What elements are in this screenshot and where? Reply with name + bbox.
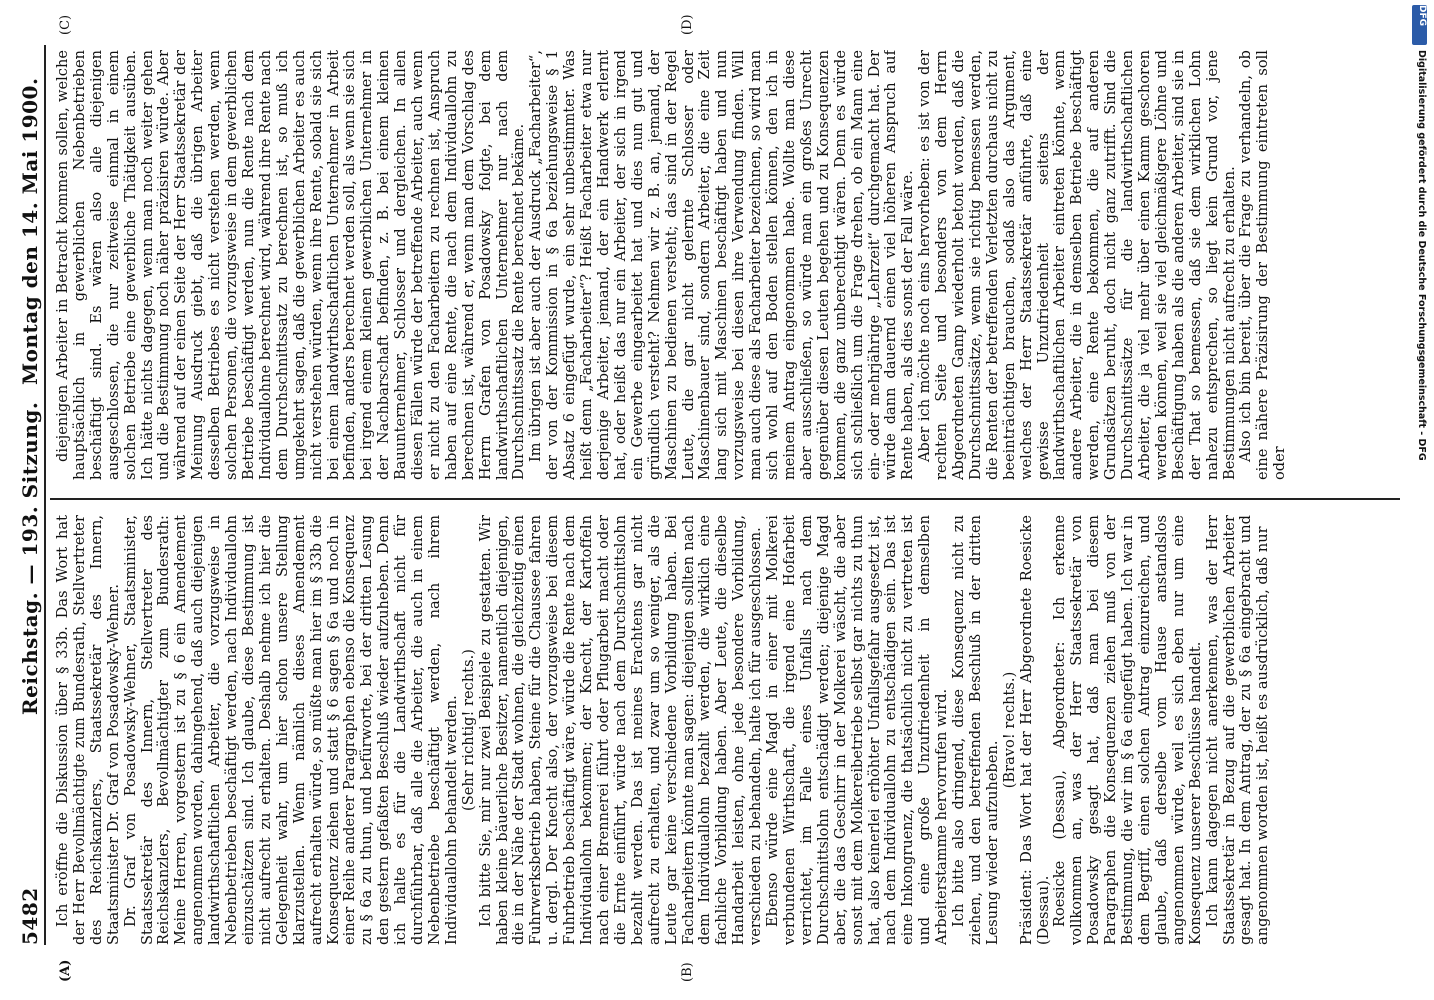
paragraph: Aber ich möchte noch eins hervorheben: es ist von der rechten Seite und besonders von dem Herrn Abgeordneten Gamp wiederholt betont worden, daß die Durchschnittssätze, wenn sie richtig bemessen werden, die Renten der betreffenden Verletzten durchaus nicht zu beeinträchtigen brauchen, sodaß also das Argument, welches der Herr Staatssekretär anführte, daß eine gewisse Unzufriedenheit seitens der landwirthschaftlichen Arbeiter eintreten könnte, wenn andere Arbeiter, die in demselben Betriebe beschäftigt werden, eine Rente bekommen, die auf anderen Grundsätzen beruht, doch nicht ganz zutrifft. Sind die Durchschnittssätze für die landwirthschaftlichen Arbeiter, die ja viel mehr über einen Kamm geschoren werden können, weil sie viel gleichmäßigere Löhne und Beschäftigung haben als die anderen Arbeiter, sind sie in der That so bemessen, daß sie dem wirklichen Lohn nahezu entsprechen, so liegt kein Grund vor, jene Bestimmungen nicht aufrecht zu erhalten.: [917, 50, 1238, 480]
paragraph: Roesicke (Dessau), Abgeordneter: Ich erkenne vollkommen an, was der Herr Staatssekretär von Posadowsky gesagt hat, daß man bei diesem Paragraphen die Konsequenzen ziehen muß von der Bestimmung, die wir im § 6a eingefügt haben. Ich war in dem Begriff, einen solchen Antrag einzureichen, und glaube, daß derselbe vom Hause anstandslos angenommen würde, weil es sich eben nur um eine Konsequenz unserer Beschlüsse handelt.: [1052, 515, 1204, 945]
margin-mark-c: (C): [58, 14, 73, 35]
paragraph: Präsident: Das Wort hat der Herr Abgeordnete Roesicke (Dessau).: [1018, 515, 1052, 945]
right-column: [55, 50, 1395, 480]
session-title: Reichstag. — 193. Sitzung.: [18, 401, 42, 715]
left-column: [55, 515, 1395, 945]
paragraph: Ich eröffne die Diskussion über § 33b. Das Wort hat der Herr Bevollmächtigte zum Bundesrath, Stellvertreter des Reichskanzlers, Staatssekretär des Innern, Staatsminister Dr. Graf von Posadowsky-Wehner.: [55, 515, 122, 945]
column-divider: [50, 498, 1400, 500]
margin-mark-a: (A): [58, 959, 73, 982]
paragraph: Dr. Graf von Posadowsky-Wehner, Staatsminister, Staatssekretär des Innern, Stellvertreter des Reichskanzlers, Bevollmächtigter zum Bundesrath: Meine Herren, vorgestern ist zu § 6 ein Amendement angenommen worden, dahingehend, daß auch diejenigen landwirthschaftlichen Arbeiter, die vorzugsweise in Nebenbetrieben beschäftigt werden, nach Individuallohn einzuschätzen sind. Ich glaube, diese Bestimmung ist nicht aufrecht zu erhalten. Deshalb nehme ich hier die Gelegenheit wahr, um hier schon unsere Stellung klarzustellen. Wenn nämlich dieses Amendement aufrecht erhalten würde, so müßte man hier im § 33b die Konsequenz ziehen und statt § 6 sagen § 6a und noch in einer Reihe anderer Paragraphen ebenso die Konsequenz zu § 6a zu thun, und befürworte, bei der dritten Lesung den gestern gefaßten Beschluß wieder aufzuheben. Denn ich halte es für die Landwirthschaft nicht für durchführbar, daß alle die Arbeiter, die auch in einem Nebenbetriebe beschäftigt werden, nach ihrem Individuallohn behandelt werden.: [122, 515, 460, 945]
header-rule: [44, 45, 46, 945]
paragraph: Ich bitte also dringend, diese Konsequenz nicht zu ziehen, und den betreffenden Beschluß in der dritten Lesung wieder aufzuheben.: [951, 515, 1001, 945]
digitization-sidebar: [1405, 0, 1434, 1000]
margin-mark-d: (D): [680, 14, 695, 35]
paragraph: diejenigen Arbeiter in Betracht kommen sollen, welche hauptsächlich in gewerblichen Nebenbetrieben beschäftigt sind. Es wären also alle diejenigen ausgeschlossen, die nur zeitweise einmal in einem solchen Betriebe eine gewerbliche Thätigkeit ausüben. Ich hätte nichts dagegen, wenn man noch weiter gehen und die Bestimmung noch näher präzisiren würde. Aber während auf der einen Seite der Herr Staatssekretär der Meinung Ausdruck giebt, daß die übrigen Arbeiter desselben Betriebes es nicht verstehen werden, wenn solchen Personen, die vorzugsweise in dem gewerblichen Betriebe beschäftigt werden, nun die Rente nach dem Individuallohne berechnet wird, während ihre Rente nach dem Durchschnittssatz zu berechnen ist, so muß ich umgekehrt sagen, daß die gewerblichen Arbeiter es auch nicht verstehen würden, wenn ihre Rente, sobald sie sich bei einem landwirthschaftlichen Unternehmer in Arbeit befinden, anders berechnet werden soll, als wenn sie sich bei irgend einem kleinen gewerblichen Unternehmer in der Nachbarschaft befinden, z. B. bei einem kleinen Bauunternehmer, Schlosser und dergleichen. In allen diesen Fällen würde der betreffende Arbeiter, auch wenn er nicht zu den Facharbeitern zu rechnen ist, Anspruch haben auf eine Rente, die nach dem Individuallohn zu berechnen ist, während er, wenn man dem Vorschlag des Herrn Grafen von Posadowsky folgte, bei dem landwirthschaftlichen Unternehmer nur nach dem Durchschnittssatz die Rente berechnet bekäme.: [55, 50, 528, 480]
digitization-credit: Digitalisierung gefördert durch die Deutsche Forschungsgemeinschaft - DFG: [1416, 50, 1427, 461]
paragraph: (Sehr richtig! rechts.): [460, 649, 477, 811]
paragraph: Ebenso würde eine Magd in einer mit Molkerei verbundenen Wirthschaft, die irgend eine Hofarbeit verrichtet, im Falle eines Unfalls nach dem Durchschnittslohn entschädigt werden; diejenige Magd aber, die das Geschirr in der Molkerei wäscht, die aber sonst mit dem Molkereibetriebe selbst gar nichts zu thun hat, also keinerlei erhöhter Unfallsgefahr ausgesetzt ist, nach dem Individuallohn zu entschädigen sein. Das ist eine Inkongruenz, die thatsächlich nicht zu vertreten ist und eine große Unzufriedenheit in demselben Arbeiterstamme hervorrufen wird.: [765, 515, 951, 945]
dfg-logo-text: DFG: [1417, 5, 1427, 27]
paragraph: Also ich bin bereit, über die Frage zu verhandeln, ob eine nähere Präzisirung der Bestimmung eintreten soll oder: [1238, 50, 1289, 480]
paragraph: Ich kann dagegen nicht anerkennen, was der Herr Staatssekretär in Bezug auf die gewerblichen Arbeiter gesagt hat. In dem Antrag, der zu § 6a eingebracht und angenommen worden ist, heißt es ausdrücklich, daß nur: [1204, 515, 1272, 945]
page-header: [8, 45, 48, 945]
margin-mark-b: (B): [680, 962, 695, 982]
paragraph: Im übrigen ist aber auch der Ausdruck „Facharbeiter“, der von der Kommission in § 6a beziehungsweise § 1 Absatz 6 eingefügt wurde, ein sehr unbestimmter. Was heißt denn „Facharbeiter“? Heißt Facharbeiter etwa nur derjenige Arbeiter, jemand, der ein Handwerk erlernt hat, oder heißt das nur ein Arbeiter, der sich in irgend ein Gewerbe eingearbeitet hat und dies nun gut und gründlich versteht? Nehmen wir z. B. an, jemand, der Maschinen zu bedienen versteht; das sind in der Regel Leute, die gar nicht gelernte Schlosser oder Maschinenbauer sind, sondern Arbeiter, die eine Zeit lang sich mit Maschinen beschäftigt haben und nun vorzugsweise bei diesen ihre Verwendung finden. Will man auch diese als Facharbeiter bezeichnen, so wird man sich wohl auf den Boden stellen können, den ich in meinem Antrag eingenommen habe. Wollte man diese aber ausschließen, so würde man ein großes Unrecht gegenüber diesen Leuten begehen und zu Konsequenzen kommen, die ganz unberechtigt wären. Denn es würde sich schließlich um die Frage drehen, ob ein Mann eine ein- oder mehrjährige „Lehrzeit“ durchgemacht hat. Der würde dann dauernd einen viel höheren Anspruch auf Rente haben, als dies sonst der Fall wäre.: [528, 50, 917, 480]
page-number: 5482: [18, 887, 42, 945]
paragraph: (Bravo! rechts.): [1001, 671, 1018, 789]
dfg-logo: [1412, 5, 1427, 45]
paragraph: Ich bitte Sie, mir nur zwei Beispiele zu gestatten. Wir haben kleine bäuerliche Besitzer, namentlich diejenigen, die in der Nähe der Stadt wohnen, die gleichzeitig einen Fuhrwerksbetrieb haben, Steine für die Chaussee fahren u. dergl. Der Knecht also, der vorzugsweise bei diesem Fuhrbetrieb beschäftigt wäre, würde die Rente nach dem Individuallohn bekommen; der Knecht, der Kartoffeln nach einer Brennerei führt oder Pflugarbeit macht oder die Ernte einführt, würde nach dem Durchschnittslohn bezahlt werden. Das ist meines Erachtens gar nicht aufrecht zu erhalten, und zwar um so weniger, als die Leute gar keine verschiedene Vorbildung haben. Bei Facharbeitern könnte man sagen: diejenigen sollten nach dem Individuallohn bezahlt werden, die wirklich eine fachliche Vorbildung haben. Aber Leute, die dieselbe Handarbeit leisten, ohne jede besondere Vorbildung, verschieden zu behandeln, halte ich für ausgeschlossen.: [477, 515, 765, 945]
session-date: Montag den 14. Mai 1900.: [18, 77, 42, 385]
